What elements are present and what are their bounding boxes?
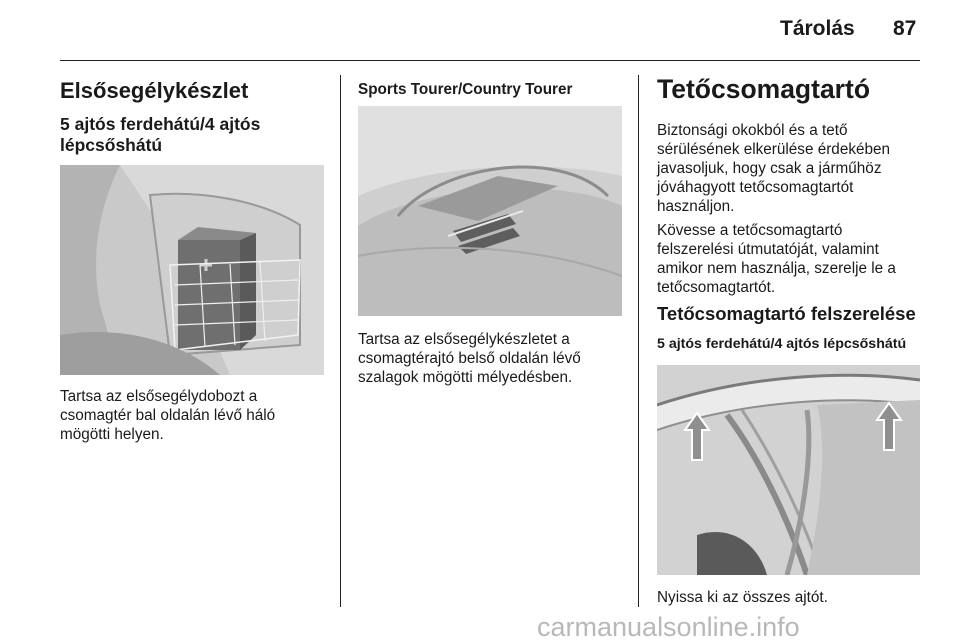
subheading-hatchback-variant: 5 ajtós ferdehátú/4 ajtós lépcsőshátú	[657, 336, 907, 352]
subheading-hatchback-line2: lépcsőshátú	[60, 135, 163, 155]
first-aid-text-line2: csomagtér bal oldalán lévő háló	[60, 407, 276, 424]
section-heading-first-aid-kit: Elsősegélykészlet	[60, 78, 249, 103]
page-number: 87	[893, 17, 917, 40]
header-divider	[60, 60, 920, 61]
tourer-text-line2: csomagtérajtó belső oldalán lévő	[358, 350, 581, 367]
running-header-title: Tárolás	[780, 17, 855, 40]
section-heading-roof-rack: Tetőcsomagtartó	[657, 74, 871, 104]
subheading-roof-rack-installation: Tetőcsomagtartó felszerelése	[657, 303, 916, 324]
roof-rack-p1-line1: Biztonsági okokból és a tető	[657, 122, 848, 139]
roof-rack-p1-line5: használjon.	[657, 198, 735, 215]
roof-rack-p1-line4: jóváhagyott tetőcsomagtartót	[657, 179, 854, 196]
watermark: carmanualsonline.info	[537, 612, 800, 642]
tourer-text-line1: Tartsa az elsősegélykészletet a	[358, 331, 570, 348]
roof-rack-p2-line2: felszerelési útmutatóját, valamint	[657, 241, 879, 258]
roof-rack-p2-line1: Kövesse a tetőcsomagtartó	[657, 222, 843, 239]
roof-rack-p2-line3: amikor nem használja, szerelje le a	[657, 260, 896, 277]
column-divider-2	[638, 75, 639, 607]
first-aid-kit-trunk-illustration	[60, 165, 324, 375]
tailgate-first-aid-illustration	[358, 106, 622, 316]
column-divider-1	[340, 75, 341, 607]
roof-rack-p1-line2: sérülésének elkerülése érdekében	[657, 141, 891, 158]
first-aid-text-line3: mögötti helyen.	[60, 426, 164, 443]
roof-rack-p1-line3: javasoljuk, hogy csak a járműhöz	[657, 160, 882, 177]
roof-rack-caption: Nyissa ki az összes ajtót.	[657, 589, 828, 606]
roof-rack-p2-line4: tetőcsomagtartót.	[657, 279, 776, 296]
first-aid-text-line1: Tartsa az elsősegélydobozt a	[60, 388, 258, 405]
roof-rail-arrows-illustration	[657, 365, 920, 575]
subheading-sports-tourer: Sports Tourer/Country Tourer	[358, 81, 573, 98]
subheading-hatchback-line1: 5 ajtós ferdehátú/4 ajtós	[60, 114, 261, 134]
tourer-text-line3: szalagok mögötti mélyedésben.	[358, 369, 573, 386]
